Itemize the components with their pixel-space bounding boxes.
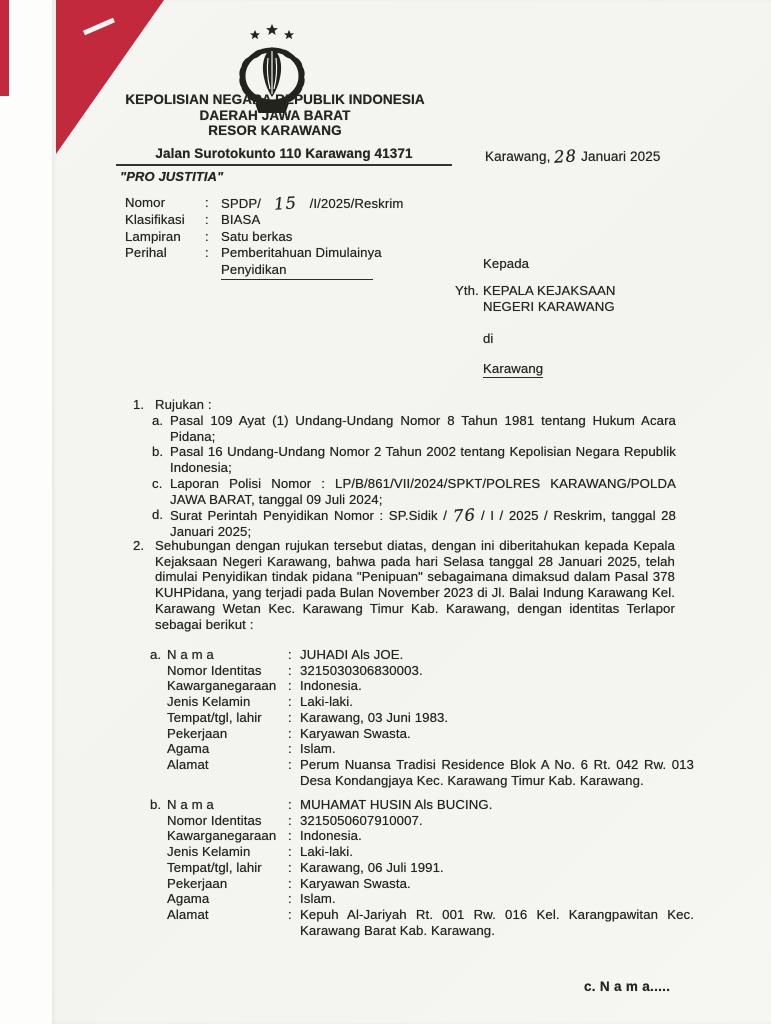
- field-row: Kawarganegaraan : Indonesia.: [167, 678, 362, 694]
- handwritten-sprint-number: 76: [451, 505, 477, 526]
- field-row: Pekerjaan : Karyawan Swasta.: [167, 875, 411, 891]
- perihal-value-line1: Pemberitahuan Dimulainya: [221, 245, 382, 261]
- handwritten-nomor: 15: [273, 193, 298, 214]
- suspect-b-block: b. N a m a : MUHAMAT HUSIN Als BUCING. Nomor Identitas : 3215050607910007. Kawarganegaraan : Indonesia. Jenis Kelamin : Laki-laki. Tempat/tgl, lahir : Karawang, 06 Juli 1991. Pekerjaan : Karyawan Swasta. Agama : Islam. Alamat : Kepuh Al-Jariyah Rt. 001 Rw. 016 Kel. Karangpawitan Kec. Karawang Barat Kab. Karawang.: [150, 797, 694, 938]
- nomor-label: Nomor: [125, 195, 166, 210]
- recipient-city: Karawang: [483, 361, 544, 376]
- section1-title: Rujukan :: [155, 397, 212, 412]
- recipient-block: [455, 283, 616, 315]
- handwritten-day: 28: [553, 146, 578, 167]
- field-row: N a m a : JUHADI Als JOE.: [167, 647, 404, 662]
- lampiran-row: Lampiran : Satu berkas: [125, 228, 293, 244]
- date-line: [485, 148, 660, 165]
- letter-meta: [125, 195, 455, 280]
- kepada-label: Kepada: [483, 256, 530, 271]
- nomor-value: SPDP/ 15 /I/2025/Reskrim: [221, 193, 404, 214]
- section1-items: [152, 413, 676, 540]
- field-row: Kawarganegaraan : Indonesia.: [167, 828, 362, 844]
- date-rest: Januari 2025: [581, 149, 661, 164]
- field-row: Jenis Kelamin : Laki-laki.: [167, 694, 354, 710]
- section2-paragraph: Sehubungan dengan rujukan tersebut diatas, dengan ini diberitahukan kepada Kepala Kejaksaan Negeri Karawang, bahwa pada hari Selasa tanggal 28 Januari 2025, telah dimulai Penyidikan tindak pidana "Penipuan" sebagaimana dimaksud dalam Pasal 378 KUHPidana, yang terjadi pada Bulan November 2023 di Jl. Balai Indung Karawang Kel. Karawang Wetan Kec. Karawang Timur Kab. Karawang, dengan identitas Terlapor sebagai berikut :: [155, 538, 675, 632]
- org-line2: DAERAH JAWA BARAT: [199, 107, 351, 123]
- field-row: Nomor Identitas : 3215030306830003.: [167, 662, 423, 678]
- org-line1: KEPOLISIAN NEGARA REPUBLIK INDONESIA: [125, 92, 425, 107]
- perihal-row: Perihal : Pemberitahuan Dimulainya: [125, 245, 382, 261]
- klasifikasi-row: Klasifikasi : BIASA: [125, 212, 261, 228]
- section2-number: 2.: [133, 538, 145, 553]
- continuation-catchword: c. N a m a.....: [584, 979, 671, 994]
- field-row: Jenis Kelamin : Laki-laki.: [167, 844, 354, 860]
- field-row: Alamat : Kepuh Al-Jariyah Rt. 001 Rw. 016 Kel. Karangpawitan Kec. Karawang Barat Kab. Karawang.: [167, 906, 694, 938]
- field-row: Pekerjaan : Karyawan Swasta.: [167, 725, 411, 741]
- lampiran-value: Satu berkas: [221, 228, 293, 244]
- reference-item: a. Pasal 109 Ayat (1) Undang-Undang Nomor 8 Tahun 1981 tentang Hukum Acara Pidana;: [152, 413, 676, 444]
- field-row: Tempat/tgl, lahir : Karawang, 03 Juni 1983.: [167, 709, 449, 725]
- star-icon: [250, 30, 260, 39]
- field-row: Agama : Islam.: [167, 741, 336, 757]
- suspect-a-fields: [167, 647, 694, 788]
- letterhead-address: Jalan Surotokunto 110 Karawang 41371: [116, 146, 452, 166]
- reference-item: c. Laporan Polisi Nomor : LP/B/861/VII/2024/SPKT/POLRES KARAWANG/POLDA JAWA BARAT, tanggal 09 Juli 2024;: [152, 475, 676, 507]
- recipient-name: KEPALA KEJAKSAAN NEGERI KARAWANG: [483, 283, 616, 314]
- yth-label: Yth.: [455, 283, 479, 298]
- reference-item: b. Pasal 16 Undang-Undang Nomor 2 Tahun 2002 tentang Kepolisian Negara Republik Indonesia;: [152, 444, 676, 476]
- org-line3: RESOR KARAWANG: [208, 123, 342, 138]
- pro-justitia-motto: "PRO JUSTITIA": [120, 169, 224, 184]
- date-city: Karawang,: [485, 149, 551, 164]
- suspect-b-fields: [167, 797, 694, 938]
- nomor-row: Nomor : SPDP/ 15 /I/2025/Reskrim: [125, 193, 404, 214]
- di-label: di: [483, 331, 494, 346]
- klasifikasi-value: BIASA: [221, 212, 261, 228]
- field-row: Nomor Identitas : 3215050607910007.: [167, 812, 423, 828]
- star-icon: [284, 30, 294, 39]
- perihal-value-line2: Penyidikan: [221, 262, 373, 280]
- suspect-a-block: a. N a m a : JUHADI Als JOE. Nomor Identitas : 3215030306830003. Kawarganegaraan : Indonesia. Jenis Kelamin : Laki-laki. Tempat/tgl, lahir : Karawang, 03 Juni 1983. Pekerjaan : Karyawan Swasta. Agama : Islam. Alamat : Perum Nuansa Tradisi Residence Blok A No. 6 Rt. 042 Rw. 013 Desa Kondangjaya Kec. Karawang Timur Kab. Karawang.: [150, 647, 694, 788]
- field-row: Agama : Islam.: [167, 891, 336, 907]
- field-row: N a m a : MUHAMAT HUSIN Als BUCING.: [167, 797, 493, 812]
- letterhead-org: [105, 92, 445, 139]
- red-folder-corner: [0, 0, 180, 170]
- star-icon: [266, 24, 278, 35]
- field-row: Tempat/tgl, lahir : Karawang, 06 Juli 1991.: [167, 859, 444, 875]
- reference-item: d. Surat Perintah Penyidikan Nomor : SP.Sidik / 76 / I / 2025 / Reskrim, tanggal 28 Januari 2025;: [152, 505, 676, 539]
- section1-number: 1.: [133, 397, 145, 412]
- field-row: Alamat : Perum Nuansa Tradisi Residence Blok A No. 6 Rt. 042 Rw. 013 Desa Kondangjaya Kec. Karawang Timur Kab. Karawang.: [167, 756, 694, 788]
